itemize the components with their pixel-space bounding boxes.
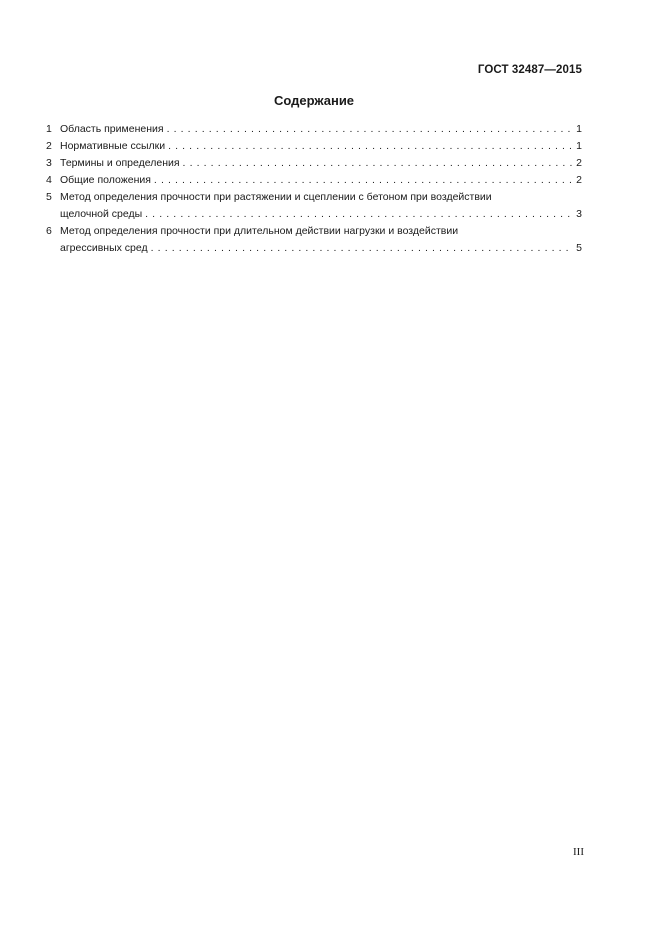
dot-leader bbox=[168, 138, 573, 155]
toc-entry-number: 2 bbox=[46, 140, 52, 152]
toc-entry-page: 2 bbox=[576, 157, 582, 169]
toc-entry-page: 2 bbox=[576, 174, 582, 186]
toc-entry-title: Область применения bbox=[60, 123, 164, 135]
toc-entry-title: Общие положения bbox=[60, 174, 151, 186]
toc-entry-title-line: Метод определения прочности при растяжении и сцеплении с бетоном при воздействии bbox=[60, 191, 492, 203]
dot-leader bbox=[183, 155, 574, 172]
table-of-contents bbox=[46, 121, 582, 257]
toc-entry-page: 3 bbox=[576, 208, 582, 220]
dot-leader bbox=[167, 121, 574, 138]
toc-entry-number: 5 bbox=[46, 191, 52, 203]
toc-entry-title: Термины и определения bbox=[60, 157, 180, 169]
toc-entry-5[interactable] bbox=[46, 189, 582, 223]
dot-leader bbox=[154, 172, 573, 189]
toc-entry-title: агрессивных сред bbox=[60, 242, 148, 254]
toc-entry-page: 1 bbox=[576, 140, 582, 152]
toc-entry-3[interactable] bbox=[46, 155, 582, 172]
toc-entry-title: щелочной среды bbox=[60, 208, 143, 220]
toc-entry-number: 3 bbox=[46, 157, 52, 169]
toc-entry-number: 4 bbox=[46, 174, 52, 186]
toc-entry-page: 1 bbox=[576, 123, 582, 135]
toc-entry-number: 1 bbox=[46, 123, 52, 135]
toc-entry-title-line: Метод определения прочности при длительном действии нагрузки и воздействии bbox=[60, 225, 459, 237]
page-number: III bbox=[573, 846, 584, 858]
dot-leader bbox=[145, 206, 573, 223]
toc-entry-2[interactable] bbox=[46, 138, 582, 155]
toc-entry-title: Нормативные ссылки bbox=[60, 140, 166, 152]
toc-entry-6[interactable] bbox=[46, 223, 582, 257]
toc-entry-page: 5 bbox=[576, 242, 582, 254]
toc-entry-4[interactable] bbox=[46, 172, 582, 189]
document-code: ГОСТ 32487—2015 bbox=[477, 64, 582, 76]
toc-entry-1[interactable] bbox=[46, 121, 582, 138]
dot-leader bbox=[151, 240, 574, 257]
toc-entry-number: 6 bbox=[46, 225, 52, 237]
toc-title: Содержание bbox=[273, 93, 355, 108]
